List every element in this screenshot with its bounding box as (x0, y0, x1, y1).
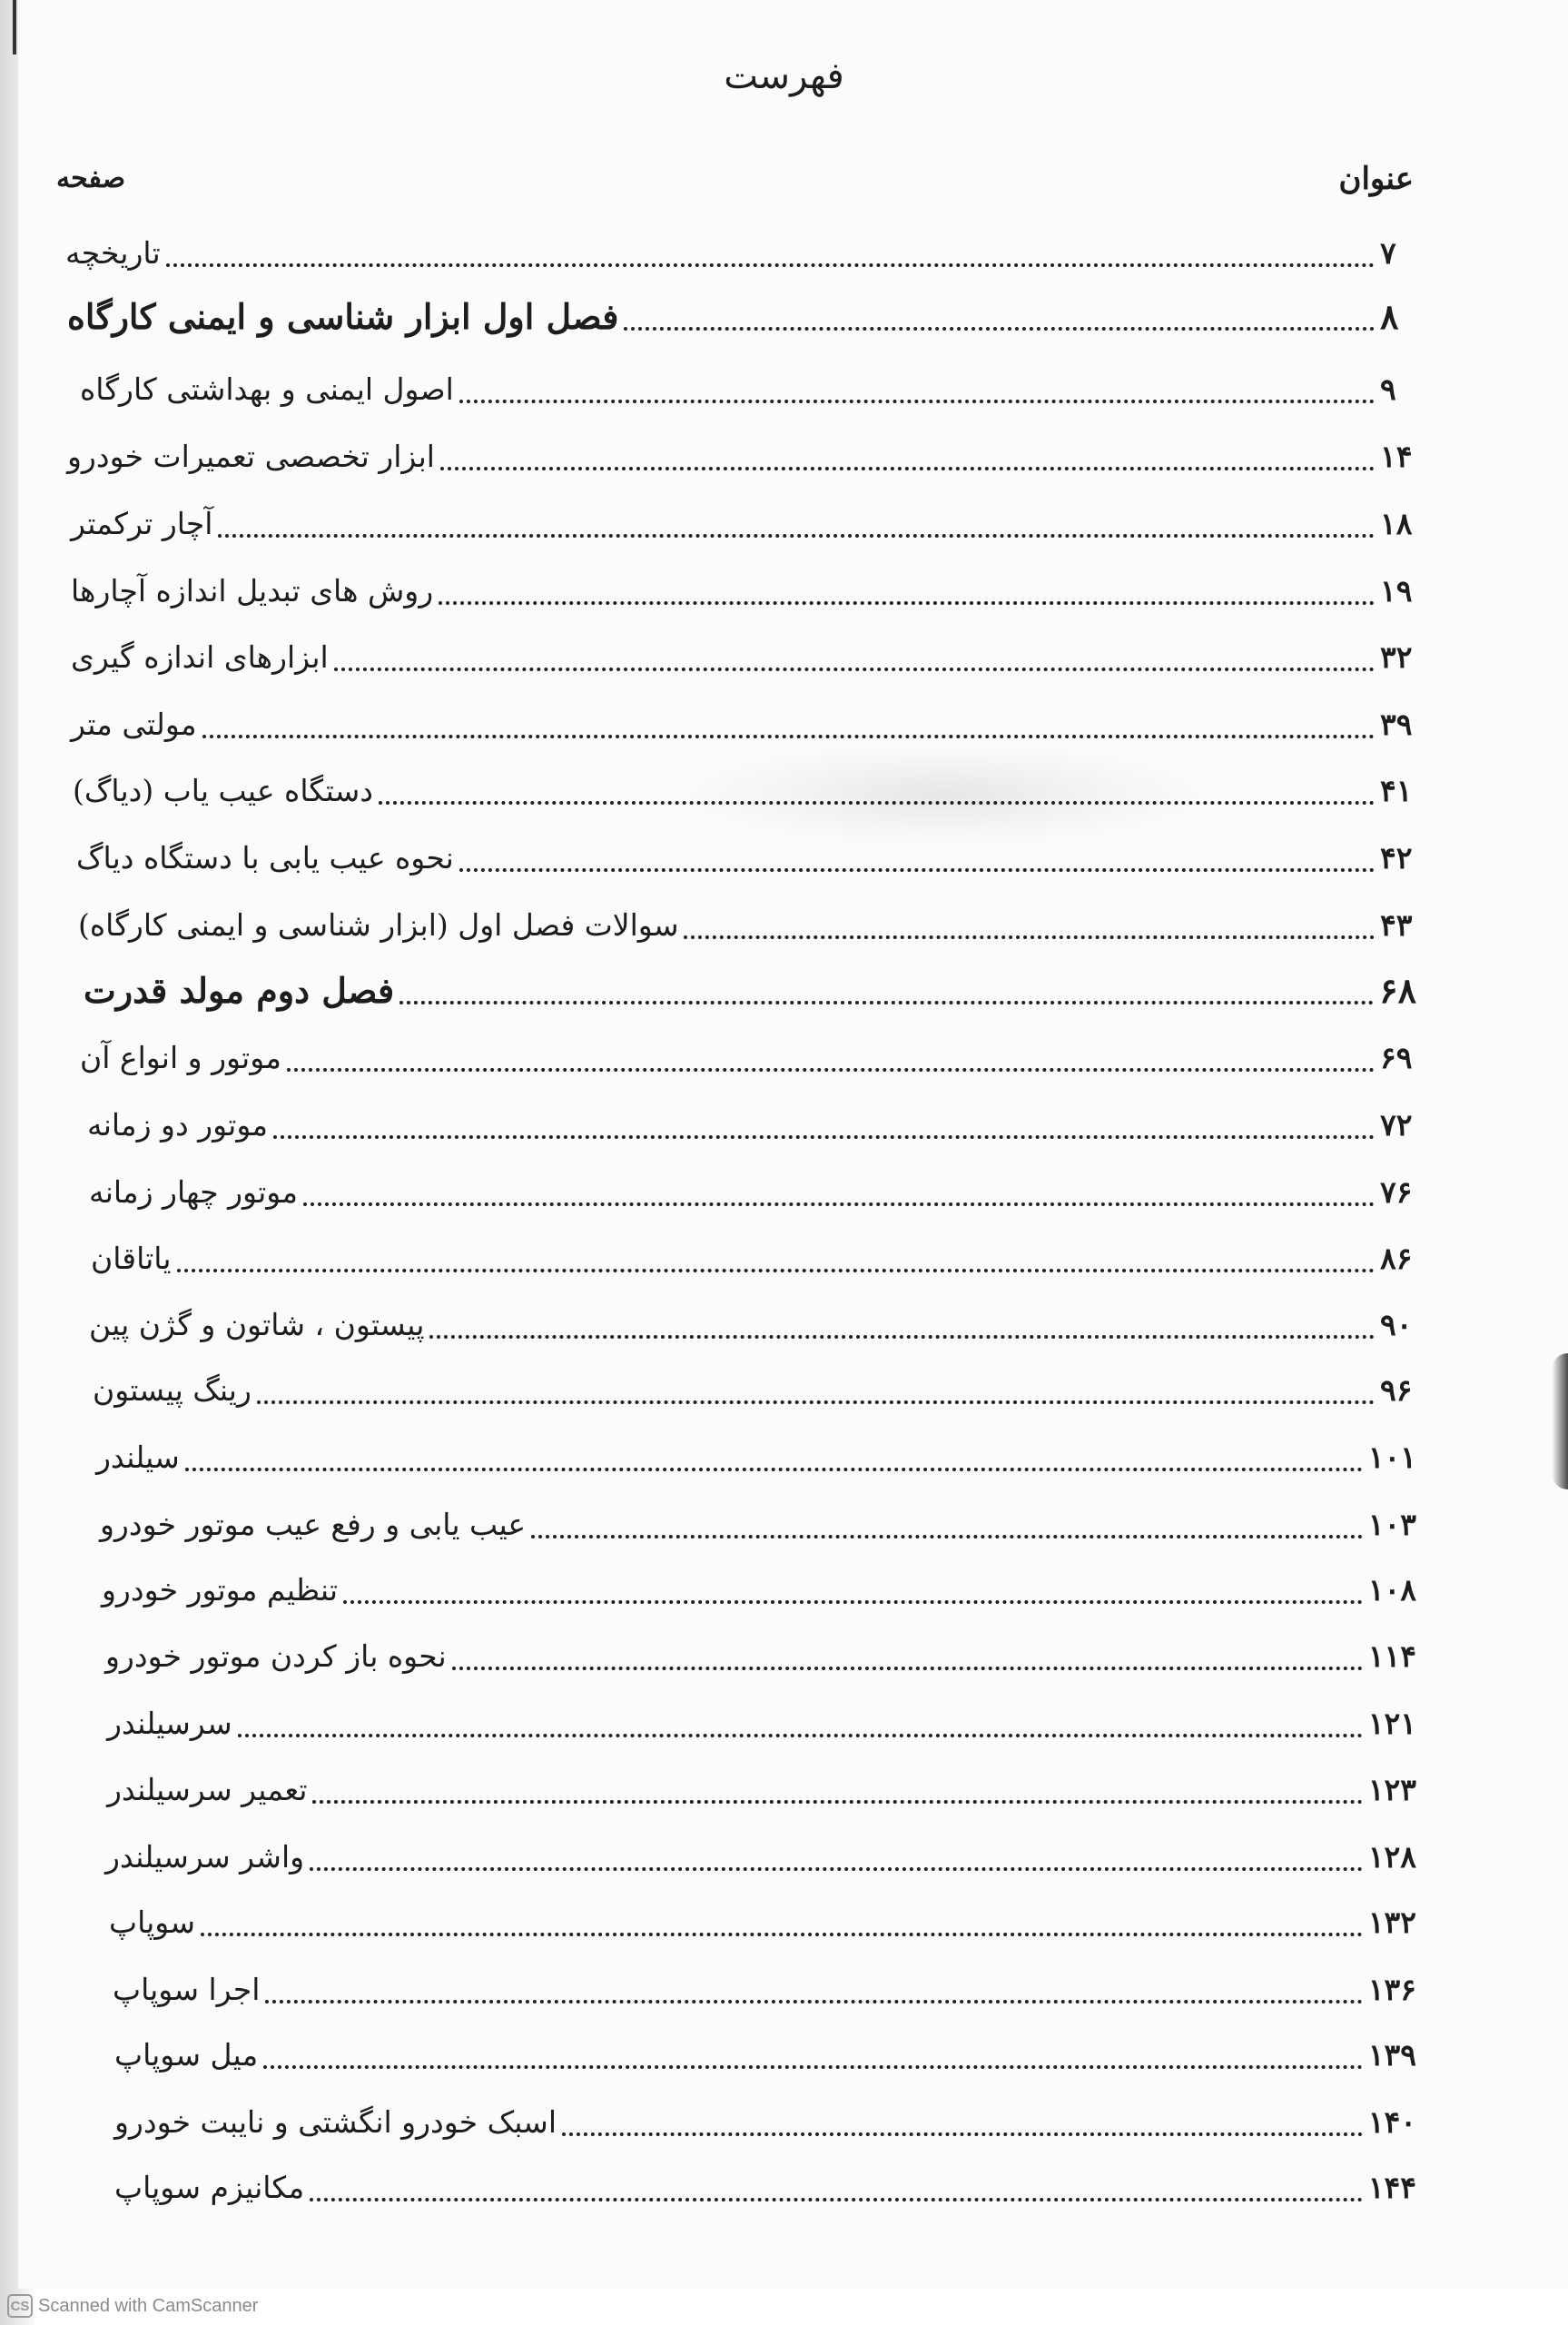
column-header-page: صفحه (56, 163, 126, 194)
toc-dot-leader (429, 1335, 1375, 1339)
toc-row (109, 2027, 1416, 2080)
toc-chapter-row (62, 289, 1416, 341)
toc-row (82, 1097, 1416, 1150)
toc-row (74, 361, 1416, 414)
toc-entry-title: مولتی متر (71, 707, 197, 742)
toc-entry-title: پیستون ، شاتون و گژن پین (89, 1307, 425, 1342)
toc-row (65, 563, 1416, 616)
toc-entry-title: ابزار تخصصی تعمیرات خودرو (67, 439, 435, 474)
toc-row (96, 1562, 1416, 1615)
toc-row (73, 897, 1416, 950)
toc-dot-leader (379, 801, 1375, 805)
toc-row (102, 1696, 1416, 1748)
toc-entry-title: یاتاقان (91, 1241, 172, 1276)
toc-row (102, 1762, 1416, 1815)
toc-page-number: ۷ (1380, 235, 1396, 271)
toc-page-number: ۱۲۱ (1367, 1706, 1416, 1741)
toc-page-number: ۱۹ (1380, 573, 1413, 608)
toc-page-number: ۱۰۱ (1367, 1440, 1416, 1475)
toc-page-number: ۴۳ (1380, 907, 1413, 943)
toc-dot-leader (177, 1269, 1375, 1272)
toc-entry-title: تنظیم موتور خودرو (102, 1572, 339, 1608)
toc-page-number: ۱۳۶ (1367, 1972, 1416, 2007)
toc-entry-title: میل سوپاپ (114, 2037, 259, 2073)
toc-dot-leader (312, 1800, 1362, 1804)
toc-dot-leader (531, 1535, 1363, 1538)
toc-entry-title: موتور و انواع آن (80, 1040, 281, 1075)
toc-row (65, 496, 1416, 549)
toc-page-number: ۱۳۲ (1367, 1905, 1416, 1940)
toc-row (104, 1895, 1416, 1947)
toc-entry-title: واشر سرسیلندر (105, 1839, 305, 1875)
toc-entry-title: نحوه عیب یابی با دستگاه دیاگ (76, 840, 454, 876)
toc-page-number: ۱۰۸ (1367, 1572, 1416, 1608)
toc-dot-leader (459, 400, 1375, 403)
toc-dot-leader (459, 868, 1375, 872)
toc-row (67, 763, 1416, 816)
toc-dot-leader (399, 1001, 1374, 1004)
toc-row (84, 1164, 1416, 1217)
toc-dot-leader (439, 601, 1375, 605)
toc-dot-leader (303, 1202, 1375, 1206)
toc-row (107, 1962, 1416, 2014)
toc-page-number: ۱۲۸ (1367, 1839, 1416, 1875)
toc-dot-leader (624, 327, 1375, 331)
toc-page-number: ۱۱۴ (1367, 1638, 1416, 1674)
toc-page-number: ۳۹ (1380, 707, 1413, 742)
toc-page-number: ۳۲ (1380, 639, 1413, 675)
toc-dot-leader (684, 935, 1375, 939)
toc-row (71, 830, 1416, 883)
toc-entry-title: سوالات فصل اول (ابزار شناسی و ایمنی کارگاه) (78, 907, 679, 943)
toc-entry-title: آچار ترکمتر (71, 506, 213, 541)
toc-entry-title: روش های تبدیل اندازه آچارها (71, 573, 434, 608)
toc-page-number: ۷۲ (1380, 1107, 1413, 1143)
toc-chapter-row (78, 963, 1416, 1015)
toc-row (100, 1829, 1416, 1882)
toc-entry-title: نحوه باز کردن موتور خودرو (105, 1638, 447, 1674)
toc-dot-leader (185, 1468, 1363, 1471)
finger-shadow (1552, 1353, 1568, 1489)
toc-page-number: ۱۸ (1380, 506, 1413, 541)
toc-entry-title: عیب یابی و رفع عیب موتور خودرو (100, 1507, 527, 1542)
toc-page-number: ۱۴۰ (1367, 2104, 1416, 2140)
toc-row (85, 1231, 1416, 1283)
camscanner-logo-icon: CS (7, 2294, 33, 2318)
toc-dot-leader (310, 2198, 1363, 2201)
toc-entry-title: ابزارهای اندازه گیری (71, 639, 329, 675)
toc-entry-title: دستگاه عیب یاب (دیاگ) (73, 773, 373, 808)
toc-page-number: ۸ (1380, 296, 1399, 337)
toc-page-number: ۶۸ (1379, 970, 1416, 1011)
toc-dot-leader (201, 1933, 1363, 1936)
toc-entry-title: اصول ایمنی و بهداشتی کارگاه (80, 371, 454, 407)
toc-dot-leader (440, 467, 1375, 470)
toc-entry-title: اسبک خودرو انگشتی و نایبت خودرو (114, 2104, 557, 2140)
toc-entry-title: فصل اول ابزار شناسی و ایمنی کارگاه (67, 296, 619, 337)
toc-page-number: ۱۳۹ (1367, 2037, 1416, 2073)
toc-entry-title: سرسیلندر (107, 1706, 232, 1741)
toc-page-number: ۷۶ (1380, 1174, 1413, 1210)
toc-dot-leader (257, 1400, 1375, 1404)
toc-dot-leader (343, 1600, 1363, 1604)
column-header-title: عنوان (1338, 161, 1414, 197)
toc-entry-title: موتور چهار زمانه (89, 1174, 299, 1210)
toc-page-number: ۸۶ (1380, 1241, 1413, 1276)
toc-dot-leader (218, 534, 1375, 538)
toc-page-number: ۶۹ (1380, 1040, 1413, 1075)
toc-page-number: ۴۱ (1380, 773, 1413, 808)
toc-dot-leader (452, 1667, 1363, 1670)
toc-entry-title: سیلندر (96, 1440, 180, 1475)
toc-row (91, 1430, 1416, 1482)
toc-entry-title: موتور دو زمانه (87, 1107, 269, 1143)
page-title: فهرست (724, 55, 844, 97)
toc-row (100, 1628, 1416, 1681)
toc-row (94, 1497, 1416, 1549)
toc-dot-leader (166, 263, 1375, 267)
toc-entry-title: اجرا سوپاپ (113, 1972, 261, 2007)
toc-dot-leader (273, 1135, 1375, 1139)
toc-entry-title: تعمیر سرسیلندر (107, 1772, 308, 1807)
toc-entry-title: تاریخچه (65, 235, 161, 271)
toc-dot-leader (238, 1734, 1363, 1737)
toc-entry-title: سوپاپ (109, 1905, 196, 1940)
toc-page-number: ۱۴۴ (1367, 2170, 1416, 2205)
toc-row (62, 429, 1416, 481)
toc-page-number: ۱۰۳ (1367, 1507, 1416, 1542)
camscanner-watermark (7, 2292, 258, 2320)
toc-row (84, 1297, 1416, 1350)
toc-dot-leader (263, 2065, 1363, 2069)
toc-row (60, 225, 1416, 278)
toc-entry-title: فصل دوم مولد قدرت (84, 970, 395, 1011)
toc-page-number: ۹۰ (1380, 1307, 1413, 1342)
toc-dot-leader (334, 668, 1375, 671)
toc-dot-leader (265, 2000, 1362, 2003)
toc-page-number: ۱۴ (1380, 439, 1413, 474)
toc-page-number: ۱۲۳ (1367, 1772, 1416, 1807)
toc-row (109, 2160, 1416, 2212)
toc-dot-leader (202, 735, 1375, 738)
toc-dot-leader (287, 1068, 1375, 1072)
toc-page-number: ۹۶ (1380, 1372, 1413, 1408)
toc-row (74, 1030, 1416, 1083)
watermark-text: Scanned with CamScanner (38, 2295, 259, 2316)
toc-entry-title: مکانیزم سوپاپ (114, 2170, 305, 2205)
toc-page-number: ۹ (1380, 371, 1396, 407)
toc-row (65, 697, 1416, 749)
toc-entry-title: رینگ پیستون (93, 1372, 251, 1408)
toc-row (87, 1362, 1416, 1415)
toc-row (109, 2094, 1416, 2147)
toc-row (65, 629, 1416, 682)
toc-dot-leader (310, 1867, 1363, 1871)
toc-page-number: ۴۲ (1380, 840, 1413, 876)
toc-dot-leader (562, 2132, 1363, 2136)
